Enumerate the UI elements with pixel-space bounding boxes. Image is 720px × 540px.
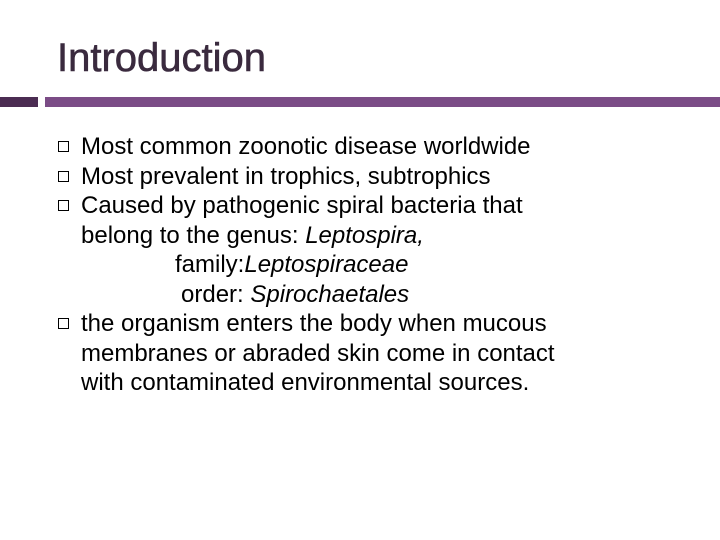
checkbox-square-icon [58,318,69,329]
bullet-text: membranes or abraded skin come in contact [81,339,555,367]
checkbox-square-icon [58,141,69,152]
family-name: Leptospiraceae [244,251,409,278]
family-line [81,250,696,280]
order-name: Spirochaetales [250,280,410,308]
bullet-text: with contaminated environmental sources. [81,369,530,396]
slide-title: Introduction [57,36,267,80]
bullet-list [56,132,696,398]
bullet-item-zoonotic [56,132,696,162]
checkbox-square-icon [58,171,69,182]
family-label: family: [175,251,245,278]
bullet-text: the organism enters the body when mucous [81,310,547,337]
genus-line [81,221,696,251]
order-label: order: [181,280,251,308]
bullet-text: Most common zoonotic disease worldwide [81,133,531,160]
genus-name: Leptospira, [305,221,424,249]
title-divider-right [45,97,720,107]
bullet-text: Caused by pathogenic spiral bacteria that [81,192,523,219]
order-line [81,280,696,310]
genus-label: belong to the genus: [81,221,306,249]
bullet-text: Most prevalent in trophics, subtrophics [81,162,491,190]
bullet-item-cause [56,191,696,309]
title-divider-left [0,97,38,107]
bullet-item-prevalence [56,162,696,192]
checkbox-square-icon [58,200,69,211]
bullet-item-transmission [56,309,696,398]
